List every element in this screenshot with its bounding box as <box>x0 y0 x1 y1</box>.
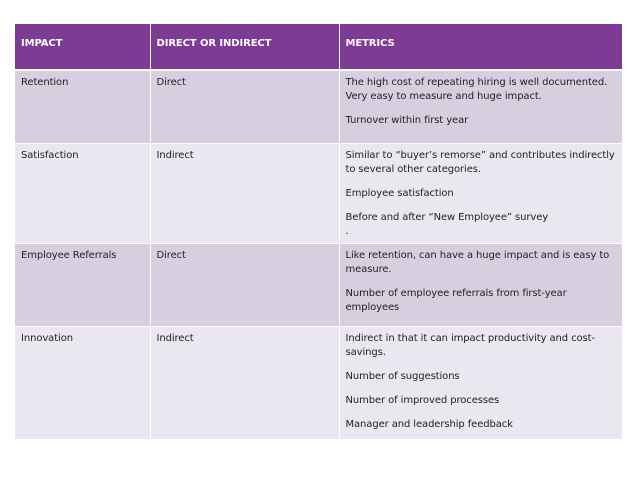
metric-text: Before and after “New Employee” survey <box>345 212 549 223</box>
impact-cell: Retention <box>15 70 150 144</box>
metric-text: Indirect in that it can impact productivity and cost-savings. <box>345 333 595 358</box>
metric-text: Manager and leadership feedback <box>345 419 513 430</box>
impact-metrics-table <box>15 24 622 440</box>
metric-text: Number of employee referrals from first-year employees <box>345 288 567 313</box>
metric-text: Number of suggestions <box>345 371 460 382</box>
type-cell: Direct <box>150 70 339 144</box>
metric-text: Number of improved processes <box>345 395 500 406</box>
table-row <box>15 327 622 440</box>
type-cell: Indirect <box>150 327 339 440</box>
impact-cell: Innovation <box>15 327 150 440</box>
metric-text: Turnover within first year <box>345 115 469 126</box>
table-row <box>15 244 622 327</box>
metric-text: Similar to “buyer’s remorse” and contributes indirectly to several other categories. <box>345 150 615 175</box>
table-row <box>15 70 622 144</box>
impact-cell: Satisfaction <box>15 144 150 244</box>
metric-text: Employee satisfaction <box>345 188 454 199</box>
metric-text: . <box>345 226 349 237</box>
metric-text: The high cost of repeating hiring is well documented. Very easy to measure and huge impact. <box>345 77 608 102</box>
header-metrics: METRICS <box>339 24 622 70</box>
impact-cell: Employee Referrals <box>15 244 150 327</box>
type-cell: Direct <box>150 244 339 327</box>
header-impact: IMPACT <box>15 24 150 70</box>
metrics-cell <box>339 144 622 244</box>
metric-text: Like retention, can have a huge impact and is easy to measure. <box>345 250 610 275</box>
type-cell: Indirect <box>150 144 339 244</box>
metrics-cell <box>339 327 622 440</box>
header-direct-or-indirect: DIRECT OR INDIRECT <box>150 24 339 70</box>
table-header-row <box>15 24 622 70</box>
metrics-cell <box>339 70 622 144</box>
metrics-cell <box>339 244 622 327</box>
table-row <box>15 144 622 244</box>
